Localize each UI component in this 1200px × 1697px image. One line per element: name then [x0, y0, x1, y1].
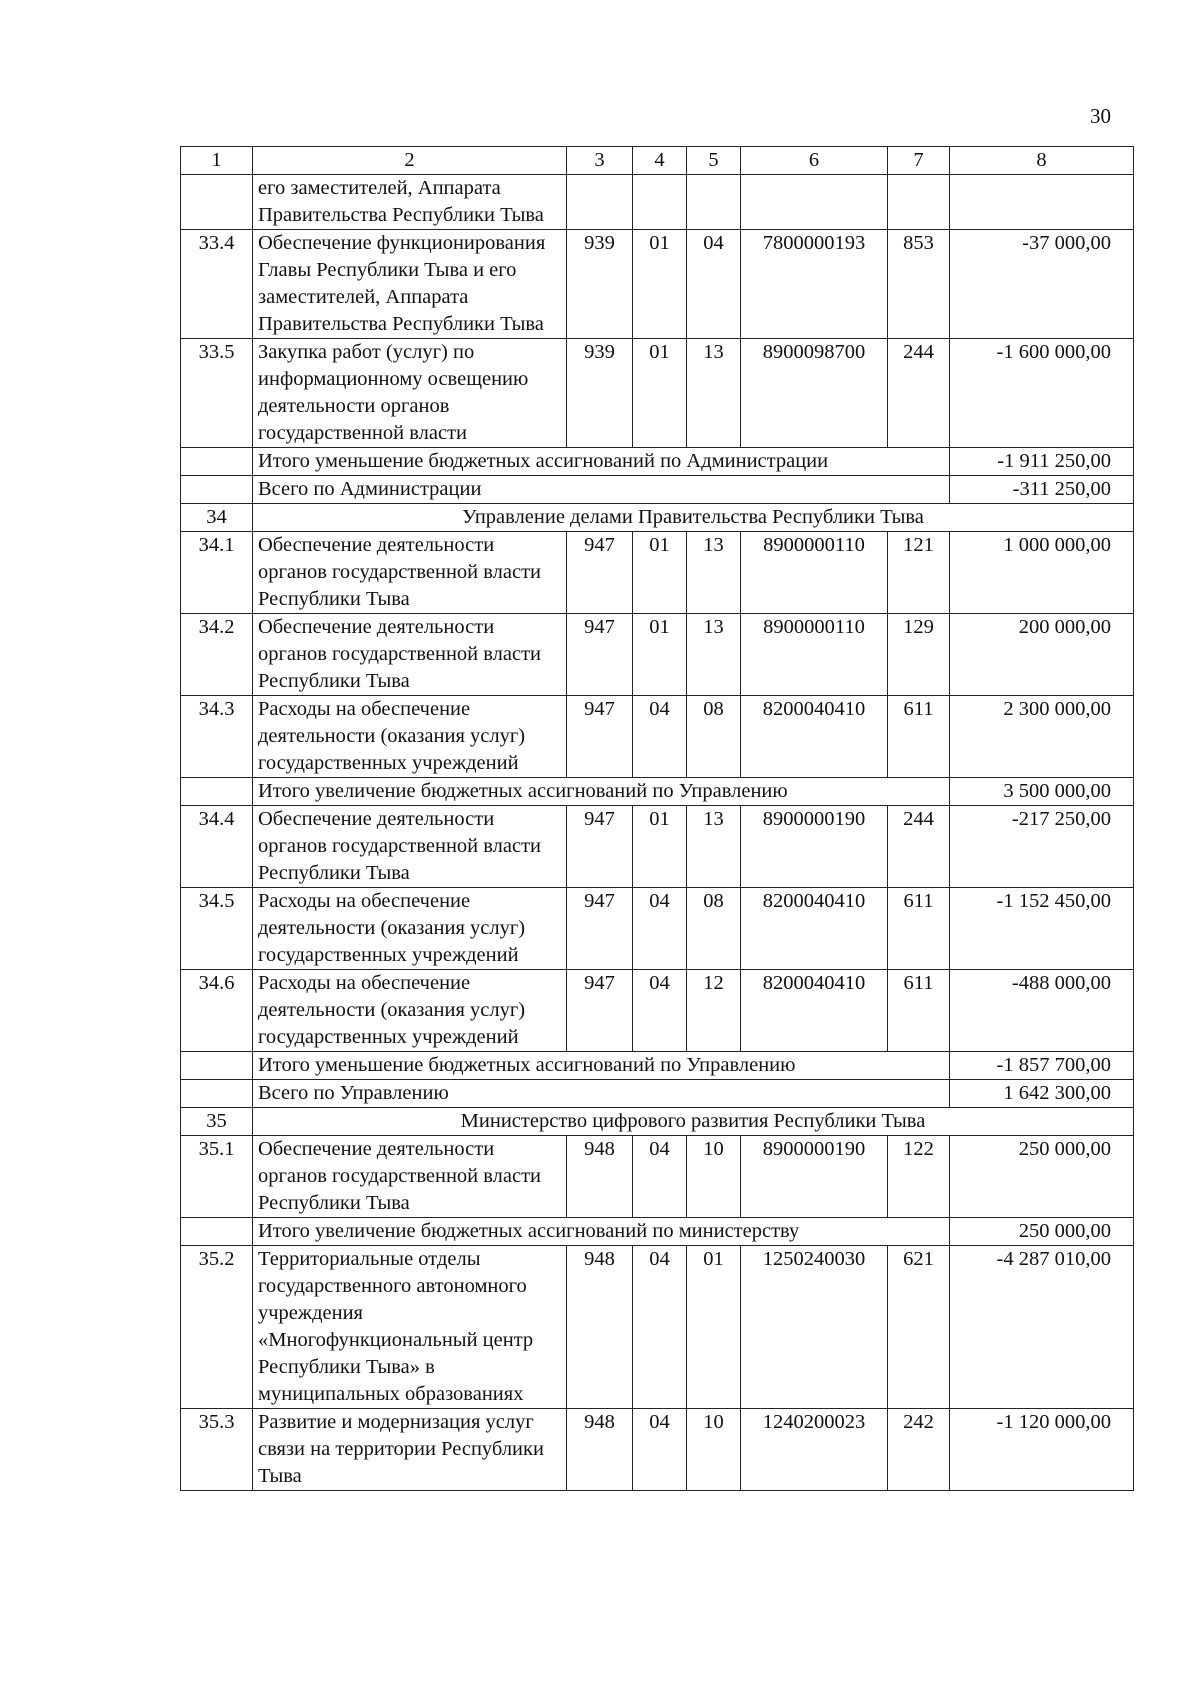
expense-description: Расходы на обеспечение деятельности (оказания услуг) государственных учреждений — [253, 696, 567, 778]
row-number: 35.3 — [181, 1409, 253, 1491]
target-article-code: 8200040410 — [741, 696, 888, 778]
column-header: 6 — [741, 147, 888, 175]
section-title: Министерство цифрового развития Республики Тыва — [253, 1108, 1134, 1136]
ministry-code: 948 — [567, 1246, 633, 1409]
subsection-code: 13 — [687, 532, 741, 614]
section-header-row — [181, 504, 1134, 532]
ministry-code: 947 — [567, 696, 633, 778]
target-article-code: 8900098700 — [741, 339, 888, 448]
row-number: 34.3 — [181, 696, 253, 778]
expense-description: Обеспечение деятельности органов государственной власти Республики Тыва — [253, 806, 567, 888]
table-row — [181, 614, 1134, 696]
expense-description: Обеспечение деятельности органов государственной власти Республики Тыва — [253, 614, 567, 696]
ministry-code: 939 — [567, 230, 633, 339]
empty-cell — [181, 448, 253, 476]
amount-value: -1 600 000,00 — [950, 339, 1134, 448]
row-number: 34.4 — [181, 806, 253, 888]
column-number-header-row — [181, 147, 1134, 175]
table-row — [181, 696, 1134, 778]
row-number: 34.5 — [181, 888, 253, 970]
target-article-code: 1240200023 — [741, 1409, 888, 1491]
section-header-row — [181, 1108, 1134, 1136]
amount-value: 2 300 000,00 — [950, 696, 1134, 778]
target-article-code: 8900000110 — [741, 532, 888, 614]
total-label: Итого уменьшение бюджетных ассигнований по Администрации — [253, 448, 950, 476]
row-number: 35.1 — [181, 1136, 253, 1218]
expense-description: Обеспечение деятельности органов государственной власти Республики Тыва — [253, 532, 567, 614]
column-header: 1 — [181, 147, 253, 175]
section-code: 01 — [633, 230, 687, 339]
total-label: Всего по Управлению — [253, 1080, 950, 1108]
ministry-code: 947 — [567, 970, 633, 1052]
section-code: 04 — [633, 1409, 687, 1491]
expense-type-code — [888, 175, 950, 230]
amount-value: -1 152 450,00 — [950, 888, 1134, 970]
table-row — [181, 888, 1134, 970]
row-number: 33.4 — [181, 230, 253, 339]
amount-value: 200 000,00 — [950, 614, 1134, 696]
subsection-code: 13 — [687, 806, 741, 888]
row-number: 34.6 — [181, 970, 253, 1052]
subsection-code: 01 — [687, 1246, 741, 1409]
total-row — [181, 1218, 1134, 1246]
total-amount: 250 000,00 — [950, 1218, 1134, 1246]
section-number: 35 — [181, 1108, 253, 1136]
section-code: 01 — [633, 532, 687, 614]
expense-type-code: 611 — [888, 970, 950, 1052]
total-row — [181, 448, 1134, 476]
table-row — [181, 532, 1134, 614]
subsection-code: 10 — [687, 1136, 741, 1218]
target-article-code — [741, 175, 888, 230]
section-code: 01 — [633, 806, 687, 888]
expense-type-code: 122 — [888, 1136, 950, 1218]
total-label: Итого увеличение бюджетных ассигнований по министерству — [253, 1218, 950, 1246]
empty-cell — [181, 1052, 253, 1080]
section-code: 04 — [633, 1246, 687, 1409]
total-amount: 1 642 300,00 — [950, 1080, 1134, 1108]
expense-type-code: 121 — [888, 532, 950, 614]
table-row — [181, 230, 1134, 339]
subsection-code — [687, 175, 741, 230]
row-number: 35.2 — [181, 1246, 253, 1409]
budget-table — [180, 146, 1134, 1491]
total-amount: 3 500 000,00 — [950, 778, 1134, 806]
target-article-code: 8900000190 — [741, 806, 888, 888]
target-article-code: 8200040410 — [741, 970, 888, 1052]
table-row — [181, 970, 1134, 1052]
total-label: Всего по Администрации — [253, 476, 950, 504]
expense-description: Обеспечение деятельности органов государственной власти Республики Тыва — [253, 1136, 567, 1218]
ministry-code: 947 — [567, 888, 633, 970]
table-body — [181, 147, 1134, 1491]
table-row — [181, 339, 1134, 448]
target-article-code: 8900000190 — [741, 1136, 888, 1218]
expense-description: Обеспечение функционирования Главы Республики Тыва и его заместителей, Аппарата Правительства Республики Тыва — [253, 230, 567, 339]
expense-type-code: 611 — [888, 696, 950, 778]
total-amount: -1 857 700,00 — [950, 1052, 1134, 1080]
section-code: 04 — [633, 696, 687, 778]
column-header: 3 — [567, 147, 633, 175]
subsection-code: 10 — [687, 1409, 741, 1491]
total-row — [181, 476, 1134, 504]
empty-cell — [181, 1080, 253, 1108]
ministry-code: 948 — [567, 1409, 633, 1491]
amount-value: -1 120 000,00 — [950, 1409, 1134, 1491]
amount-value: 250 000,00 — [950, 1136, 1134, 1218]
row-number: 33.5 — [181, 339, 253, 448]
expense-type-code: 244 — [888, 806, 950, 888]
expense-description: Развитие и модернизация услуг связи на территории Республики Тыва — [253, 1409, 567, 1491]
column-header: 2 — [253, 147, 567, 175]
expense-description: его заместителей, Аппарата Правительства Республики Тыва — [253, 175, 567, 230]
section-code: 04 — [633, 970, 687, 1052]
expense-type-code: 244 — [888, 339, 950, 448]
expense-type-code: 621 — [888, 1246, 950, 1409]
table-row — [181, 1136, 1134, 1218]
empty-cell — [181, 1218, 253, 1246]
amount-value — [950, 175, 1134, 230]
ministry-code: 948 — [567, 1136, 633, 1218]
amount-value: -488 000,00 — [950, 970, 1134, 1052]
subsection-code: 04 — [687, 230, 741, 339]
target-article-code: 8200040410 — [741, 888, 888, 970]
section-code: 04 — [633, 1136, 687, 1218]
empty-cell — [181, 778, 253, 806]
row-number — [181, 175, 253, 230]
column-header: 7 — [888, 147, 950, 175]
table-row — [181, 1409, 1134, 1491]
amount-value: 1 000 000,00 — [950, 532, 1134, 614]
section-code: 01 — [633, 339, 687, 448]
expense-description: Расходы на обеспечение деятельности (оказания услуг) государственных учреждений — [253, 970, 567, 1052]
subsection-code: 08 — [687, 696, 741, 778]
table-row — [181, 1246, 1134, 1409]
table-row — [181, 806, 1134, 888]
ministry-code: 947 — [567, 614, 633, 696]
section-code: 04 — [633, 888, 687, 970]
expense-description: Территориальные отделы государственного автономного учреждения «Многофункциональный центр Республики Тыва» в муниципальных образованиях — [253, 1246, 567, 1409]
section-number: 34 — [181, 504, 253, 532]
target-article-code: 1250240030 — [741, 1246, 888, 1409]
expense-type-code: 129 — [888, 614, 950, 696]
ministry-code: 947 — [567, 532, 633, 614]
row-number: 34.1 — [181, 532, 253, 614]
target-article-code: 8900000110 — [741, 614, 888, 696]
total-row — [181, 1052, 1134, 1080]
total-row — [181, 778, 1134, 806]
total-label: Итого уменьшение бюджетных ассигнований по Управлению — [253, 1052, 950, 1080]
total-amount: -1 911 250,00 — [950, 448, 1134, 476]
amount-value: -217 250,00 — [950, 806, 1134, 888]
subsection-code: 08 — [687, 888, 741, 970]
section-code: 01 — [633, 614, 687, 696]
section-code — [633, 175, 687, 230]
expense-type-code: 611 — [888, 888, 950, 970]
expense-type-code: 242 — [888, 1409, 950, 1491]
table-row — [181, 175, 1134, 230]
subsection-code: 12 — [687, 970, 741, 1052]
column-header: 4 — [633, 147, 687, 175]
ministry-code: 939 — [567, 339, 633, 448]
expense-description: Закупка работ (услуг) по информационному освещению деятельности органов государственной власти — [253, 339, 567, 448]
row-number: 34.2 — [181, 614, 253, 696]
target-article-code: 7800000193 — [741, 230, 888, 339]
column-header: 8 — [950, 147, 1134, 175]
total-label: Итого увеличение бюджетных ассигнований по Управлению — [253, 778, 950, 806]
total-amount: -311 250,00 — [950, 476, 1134, 504]
ministry-code — [567, 175, 633, 230]
total-row — [181, 1080, 1134, 1108]
subsection-code: 13 — [687, 614, 741, 696]
subsection-code: 13 — [687, 339, 741, 448]
expense-type-code: 853 — [888, 230, 950, 339]
column-header: 5 — [687, 147, 741, 175]
page-number: 30 — [1090, 104, 1111, 128]
ministry-code: 947 — [567, 806, 633, 888]
amount-value: -4 287 010,00 — [950, 1246, 1134, 1409]
amount-value: -37 000,00 — [950, 230, 1134, 339]
empty-cell — [181, 476, 253, 504]
expense-description: Расходы на обеспечение деятельности (оказания услуг) государственных учреждений — [253, 888, 567, 970]
section-title: Управление делами Правительства Республики Тыва — [253, 504, 1134, 532]
